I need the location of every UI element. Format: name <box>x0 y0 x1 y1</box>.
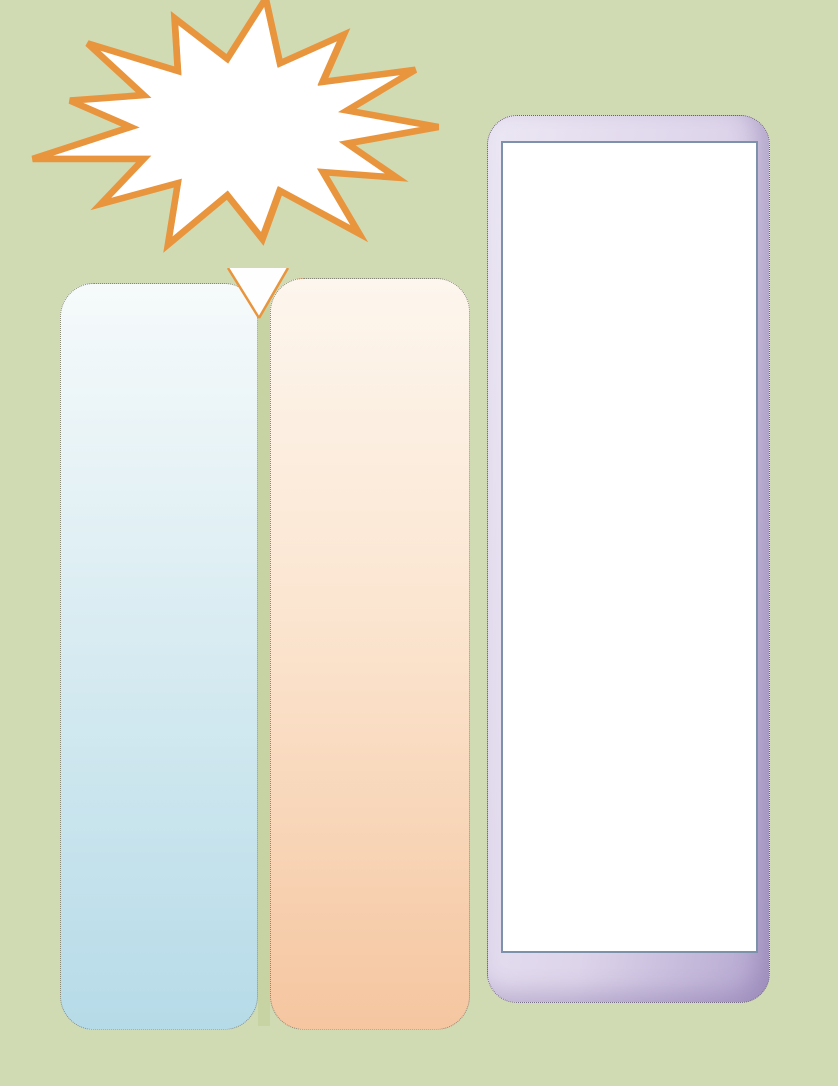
reported-speech-panel <box>487 115 770 1003</box>
tense-table <box>60 278 470 1030</box>
reported-speech-card <box>501 141 758 953</box>
arrows-layer <box>60 278 470 1030</box>
